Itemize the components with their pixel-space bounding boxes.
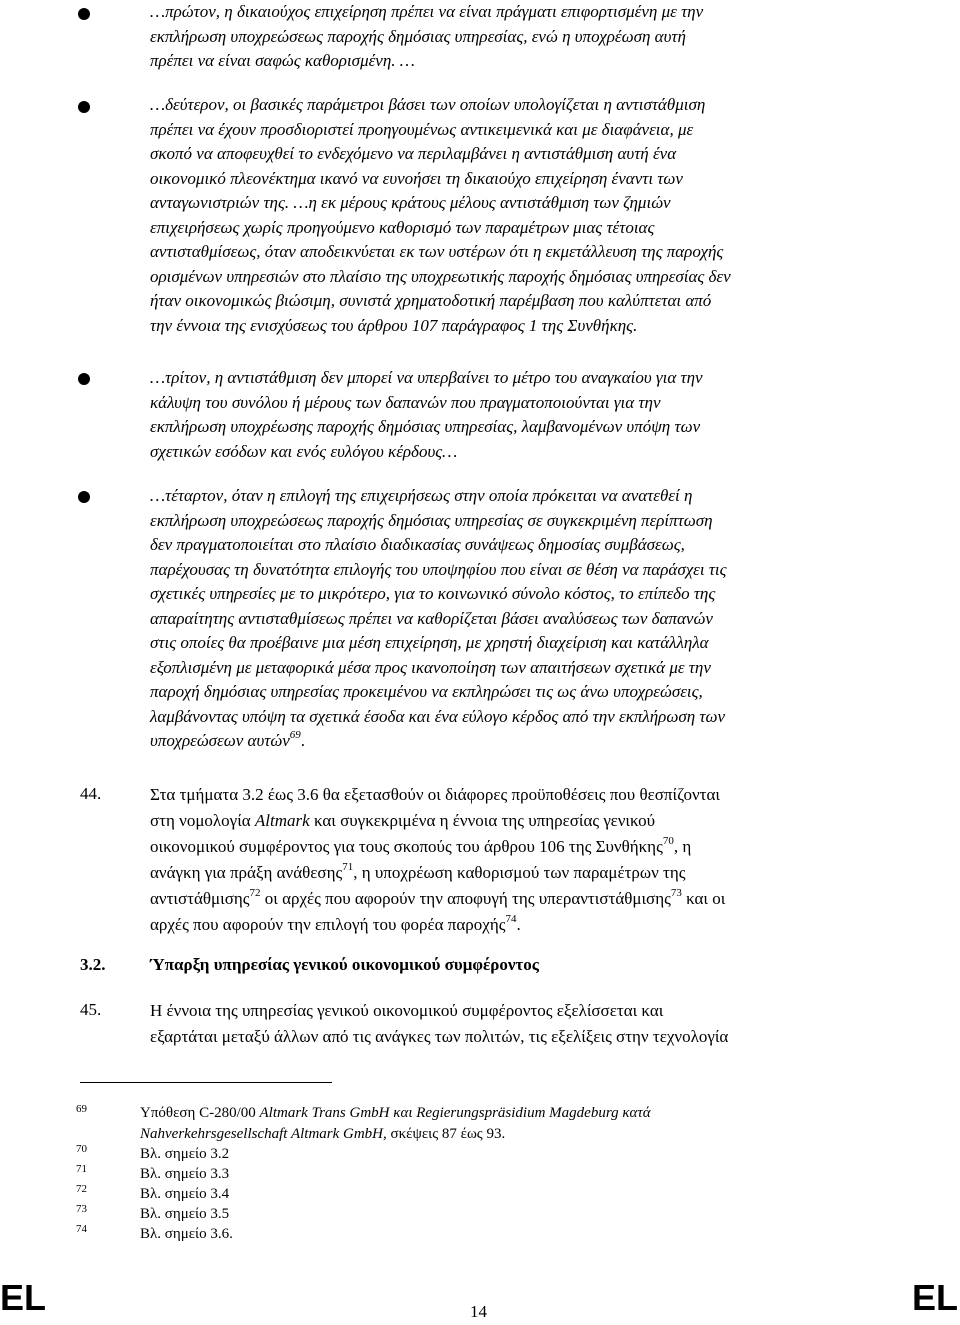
paragraph-number: 45. <box>80 1000 102 1019</box>
footnote-ref[interactable]: 69 <box>289 729 301 741</box>
footnote-number: 74 <box>76 1223 87 1235</box>
footnote-number: 72 <box>76 1183 87 1195</box>
footnote-ref[interactable]: 74 <box>505 913 517 925</box>
bullet-text: …πρώτον, η δικαιούχος επιχείρηση πρέπει να είναι πράγματι επιφορτισμένη με την εκπλήρωση υποχρεώσεως παροχής δημόσιας υπηρεσίας, ενώ η υποχρέωση αυτή πρέπει να είναι σαφώς καθορισμένη. … <box>150 2 704 70</box>
footer-language-code-left: EL <box>0 1277 47 1318</box>
bullet-text: …τέταρτον, όταν η επιλογή της επιχειρήσεως στην οποία πρόκειται να ανατεθεί η εκπλήρωση υποχρεώσεως παροχής δημόσιας υπηρεσίας σε συγκεκριμένη περίπτωση δεν πραγματοποιείται στο πλαίσιο διαδικασίας συνάψεως δημοσίας συμβάσεως, παρέχουσας τη δυνατότητα επιλογής του υποψηφίου που είναι σε θέση να παράσχει τις σχετικές υπηρεσίες με το μικρότερο, για το κοινωνικό σύνολο κόστος, το επίπεδο της απαραίτητης αντισταθμίσεως πρέπει να καθορίζεται βάσει αναλύσεως των δαπανών στις οποίες θα προέβαινε μια μέση επιχείρηση, με χρηστή διαχείριση και κατάλληλα εξοπλισμένη με μεταφορικά μέσα προς ικανοποίηση των απαιτήσεων σχετικά με την παροχή δημόσιας υπηρεσίας προκειμένου να εκπληρώσει τις ως άνω υποχρεώσεις, λαμβάνοντας υπόψη τα σχετικά έσοδα και ένα εύλογο κέρδος από την εκπλήρωση των υποχρεώσεων αυτών$^{69}$. <box>150 486 727 750</box>
bullet-dot <box>78 373 90 385</box>
footnote-ref[interactable]: 71 <box>342 861 354 873</box>
section-number: 3.2. <box>80 955 106 974</box>
footer-language-code-right: EL <box>911 1277 958 1318</box>
footnote-divider <box>80 1082 332 1083</box>
footnote-number: 73 <box>76 1203 87 1215</box>
bullet-text: …δεύτερον, οι βασικές παράμετροι βάσει των οποίων υπολογίζεται η αντιστάθμιση πρέπει να έχουν προσδιοριστεί προηγουμένως αντικειμενικά και με διαφάνεια, με σκοπό να αποφευχθεί το ενδεχόμενο να περιλαμβάνει η αντιστάθμιση αυτή ένα οικονομικό πλεονέκτημα ικανό να ευνοήσει τη δικαιούχο επιχείρηση έναντι των ανταγωνιστριών της. …η εκ μέρους κράτους μέλους αντιστάθμιση των ζημιών επιχειρήσεως χωρίς προηγούμενο καθορισμό των παραμέτρων μιας τέτοιας αντισταθμίσεως, όταν αποδεικνύεται εκ των υστέρων ότι η εκμετάλλευση της παροχής ορισμένων υπηρεσιών στο πλαίσιο της υποχρεωτικής παροχής δημόσιας υπηρεσίας δεν ήταν οικονομικώς βιώσιμη, συνιστά χρηματοδοτική παρέμβαση που καλύπτεται από την έννοια της ενισχύσεως του άρθρου 107 παράγραφος 1 της Συνθήκης. <box>150 95 731 335</box>
bullet-dot <box>78 8 90 20</box>
footnote-text: Βλ. σημείο 3.2 <box>140 1146 230 1162</box>
footnote-number: 70 <box>76 1143 87 1155</box>
footnote-ref[interactable]: 72 <box>249 887 261 899</box>
footnote-text: Βλ. σημείο 3.3 <box>140 1166 230 1182</box>
bullet-dot <box>78 491 90 503</box>
page-number: 14 <box>470 1302 487 1321</box>
footnote-text: Βλ. σημείο 3.5 <box>140 1206 230 1222</box>
bullet-text: …τρίτον, η αντιστάθμιση δεν μπορεί να υπερβαίνει το μέτρο του αναγκαίου για την κάλυψη του συνόλου ή μέρους των δαπανών που πραγματοποιούνται για την εκπλήρωση υποχρέωσης παροχής δημόσιας υπηρεσίας, λαμβανομένων υπόψη των σχετικών εσόδων και ενός ευλόγου κέρδους… <box>150 368 703 461</box>
footnote-ref[interactable]: 70 <box>662 835 674 847</box>
footnote-text: Βλ. σημείο 3.6. <box>140 1226 233 1242</box>
footnote-text: Βλ. σημείο 3.4 <box>140 1186 230 1202</box>
paragraph-text: Η έννοια της υπηρεσίας γενικού οικονομικού συμφέροντος εξελίσσεται και εξαρτάται μεταξύ άλλων από τις ανάγκες των πολιτών, τις εξελίξεις στην τεχνολογία <box>150 1001 729 1046</box>
footnote-text: Υπόθεση C-280/00 Altmark Trans GmbH και Regierungspräsidium Magdeburg κατά Nahverkehrsgesellschaft Altmark GmbH, σκέψεις 87 έως 93. <box>140 1105 651 1142</box>
footnote-ref[interactable]: 73 <box>670 887 682 899</box>
footnote-number: 71 <box>76 1163 87 1175</box>
paragraph-text: Στα τμήματα 3.2 έως 3.6 θα εξετασθούν οι διάφορες προϋποθέσεις που θεσπίζονται στη νομολογία Altmark και συγκεκριμένα η έννοια της υπηρεσίας γενικού οικονομικού συμφέροντος για τους σκοπούς του άρθρου 106 της Συνθήκης$^{70}$, η ανάγκη για πράξη ανάθεσης$^{71}$, η υποχρέωση καθορισμού των παραμέτρων της αντιστάθμισης$^{72}$ οι αρχές που αφορούν την αποφυγή της υπεραντιστάθμισης$^{73}$ και οι αρχές που αφορούν την επιλογή του φορέα παροχής$^{74}$. <box>150 785 726 934</box>
bullet-dot <box>78 101 90 113</box>
paragraph-number: 44. <box>80 784 102 803</box>
section-title: Ύπαρξη υπηρεσίας γενικού οικονομικού συμφέροντος <box>150 955 539 974</box>
footnote-number: 69 <box>76 1103 87 1115</box>
